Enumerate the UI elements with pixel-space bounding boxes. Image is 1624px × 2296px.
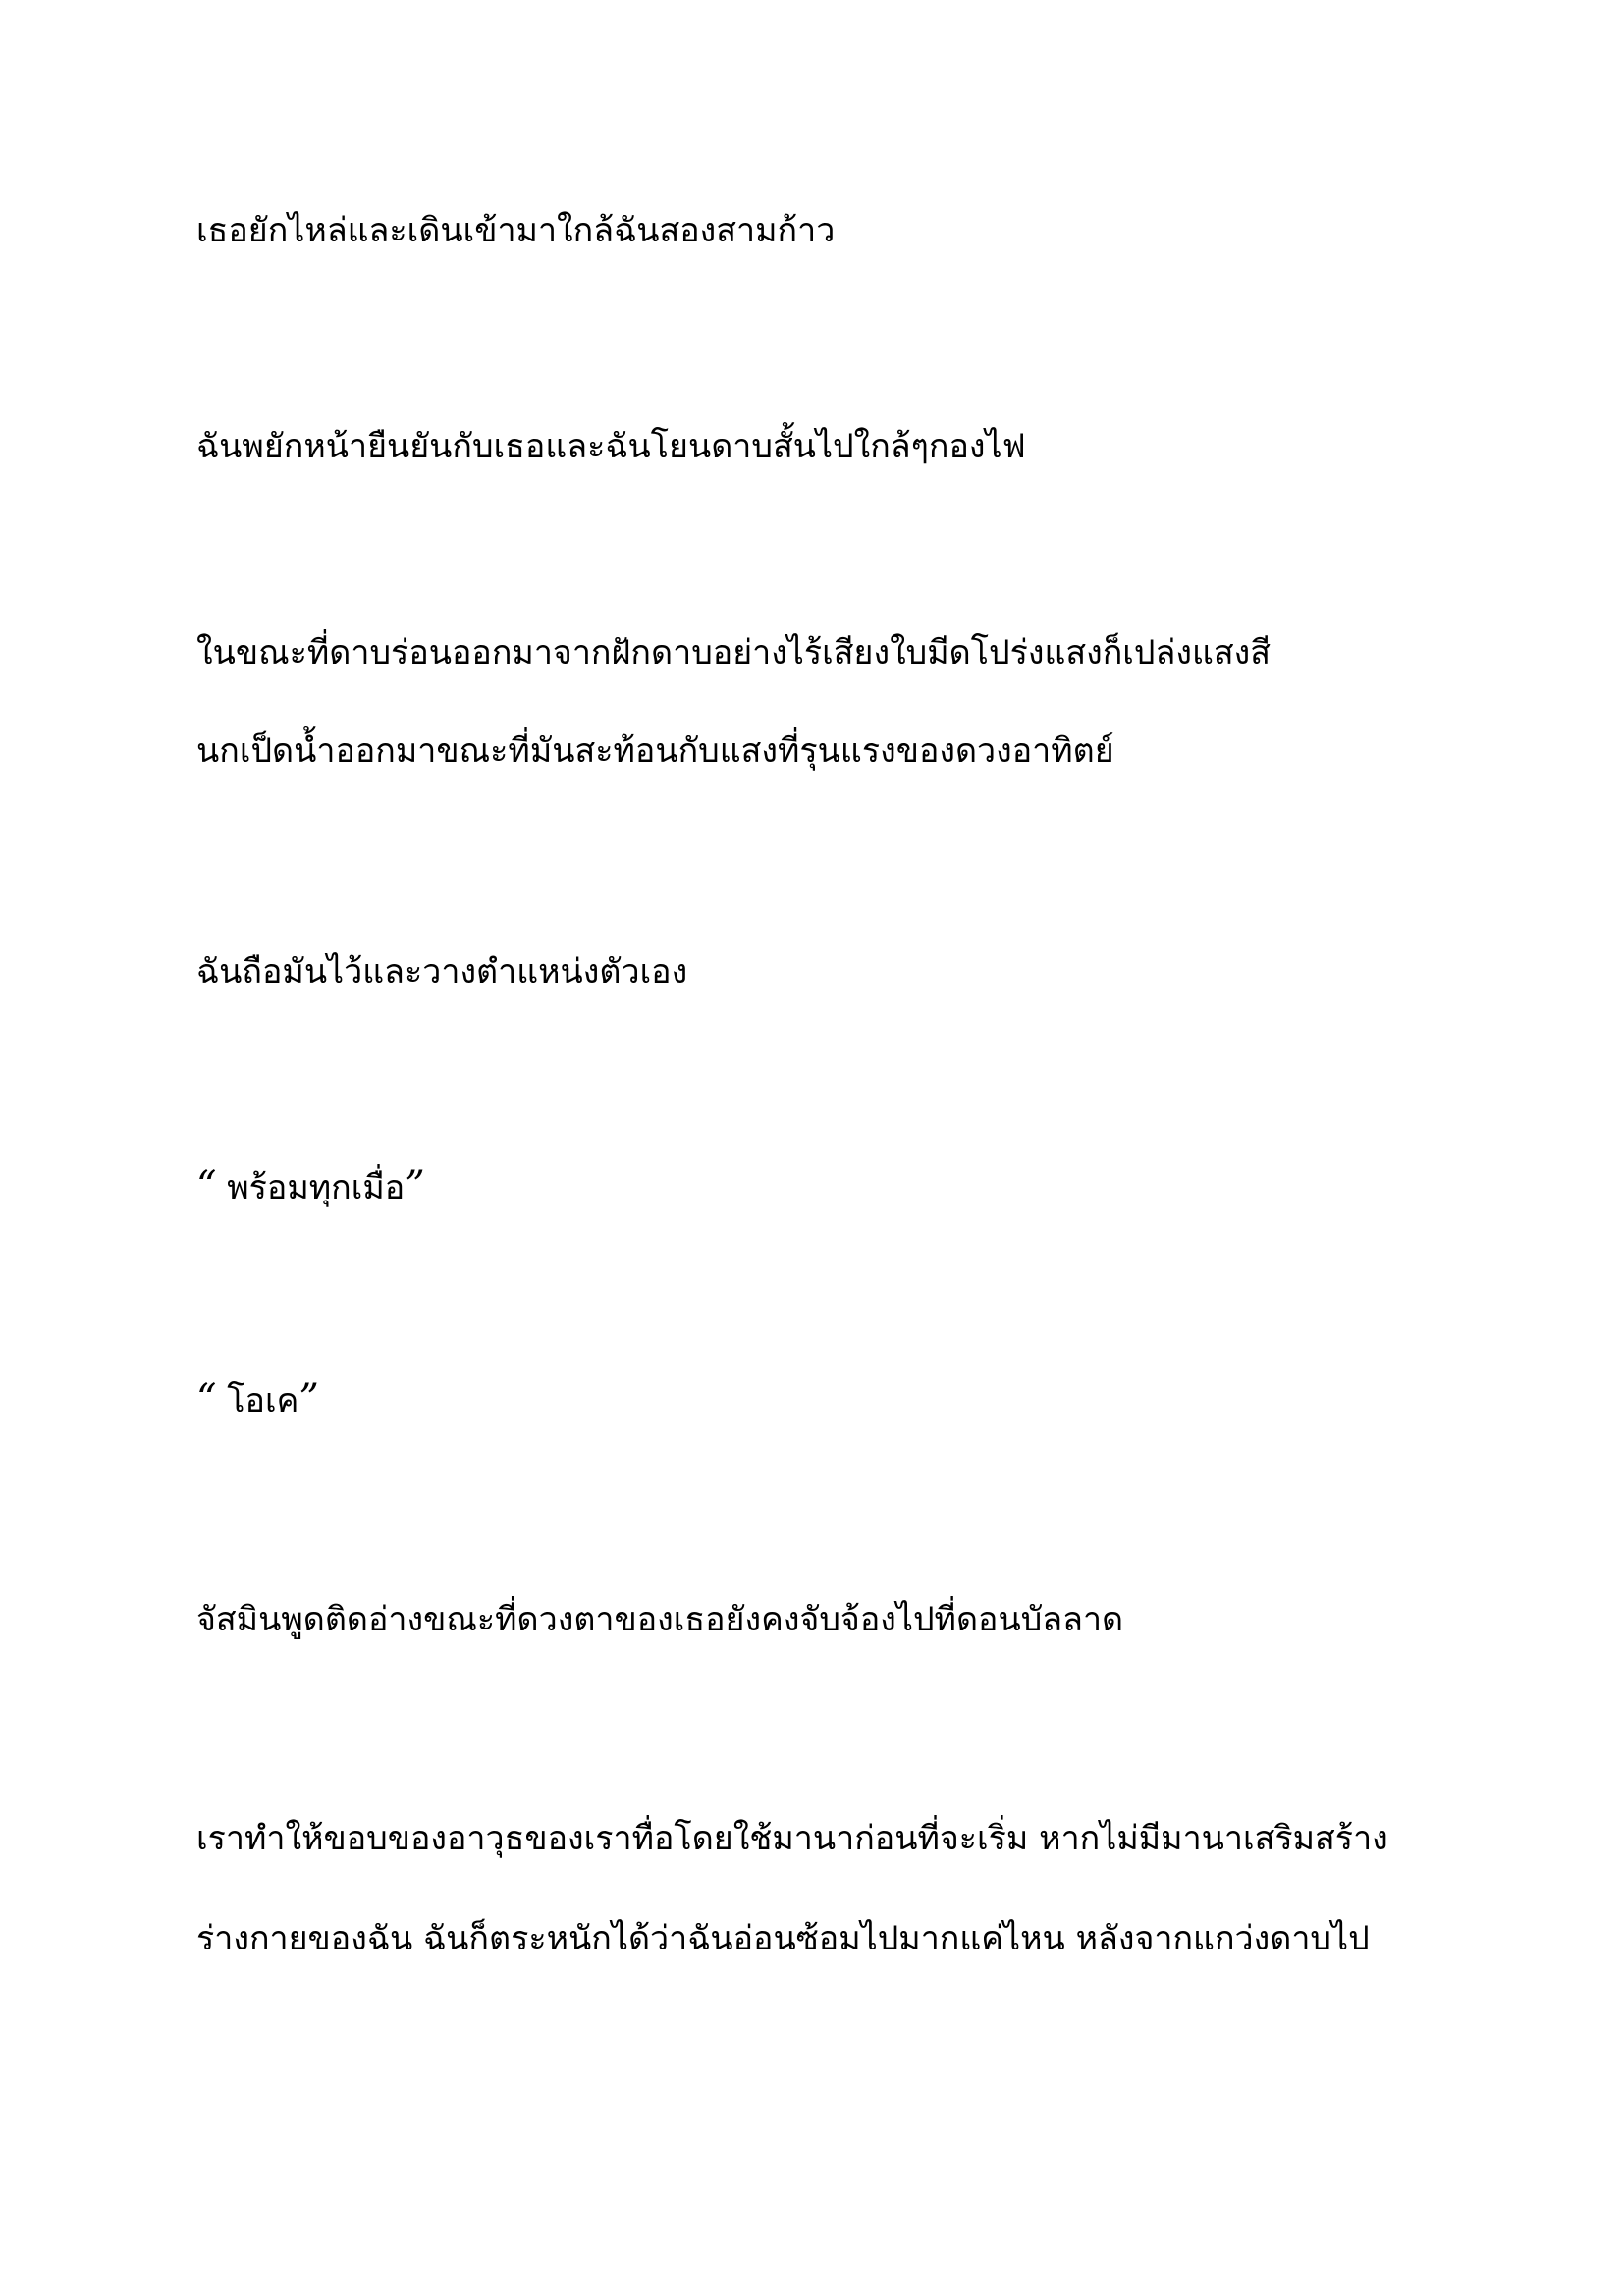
dialogue-text: พร้อมทุกเมื่อ [216,1168,406,1207]
paragraph-2: ฉันพยักหน้ายืนยันกับเธอและฉันโยนดาบสั้นไปใกล้ๆกองไฟ [196,427,1026,466]
open-quote: “ [196,1376,217,1421]
close-quote: ” [405,1163,425,1208]
paragraph-4: ฉันถือมันไว้และวางตำแหน่งตัวเอง [196,952,688,991]
open-quote: “ [196,1163,217,1208]
paragraph-6-line-1: เราทำให้ขอบของอาวุธของเราทื่อโดยใช้มานาก่อนที่จะเริ่ม หากไม่มีมานาเสริมสร้าง [196,1819,1388,1858]
paragraph-6-line-2: ร่างกายของฉัน ฉันก็ตระหนักได้ว่าฉันอ่อนซ้อมไปมากแค่ไหน หลังจากแกว่งดาบไป [196,1919,1370,1958]
paragraph-1: เธอยักไหล่และเดินเข้ามาใกล้ฉันสองสามก้าว [196,211,836,250]
close-quote: ” [298,1376,319,1421]
paragraph-5: จัสมินพูดติดอ่างขณะที่ดวงตาของเธอยังคงจับจ้องไปที่ดอนบัลลาด [196,1600,1124,1639]
paragraph-3-line-1: ในขณะที่ดาบร่อนออกมาจากฝักดาบอย่างไร้เสียงใบมีดโปร่งแสงก็เปล่งแสงสี [196,633,1271,672]
dialogue-line-1 [196,1156,425,1217]
paragraph-3-line-2: นกเป็ดน้ำออกมาขณะที่มันสะท้อนกับแสงที่รุนแรงของดวงอาทิตย์ [196,731,1114,771]
dialogue-text: โอเค [216,1381,299,1420]
dialogue-line-2 [196,1369,319,1430]
